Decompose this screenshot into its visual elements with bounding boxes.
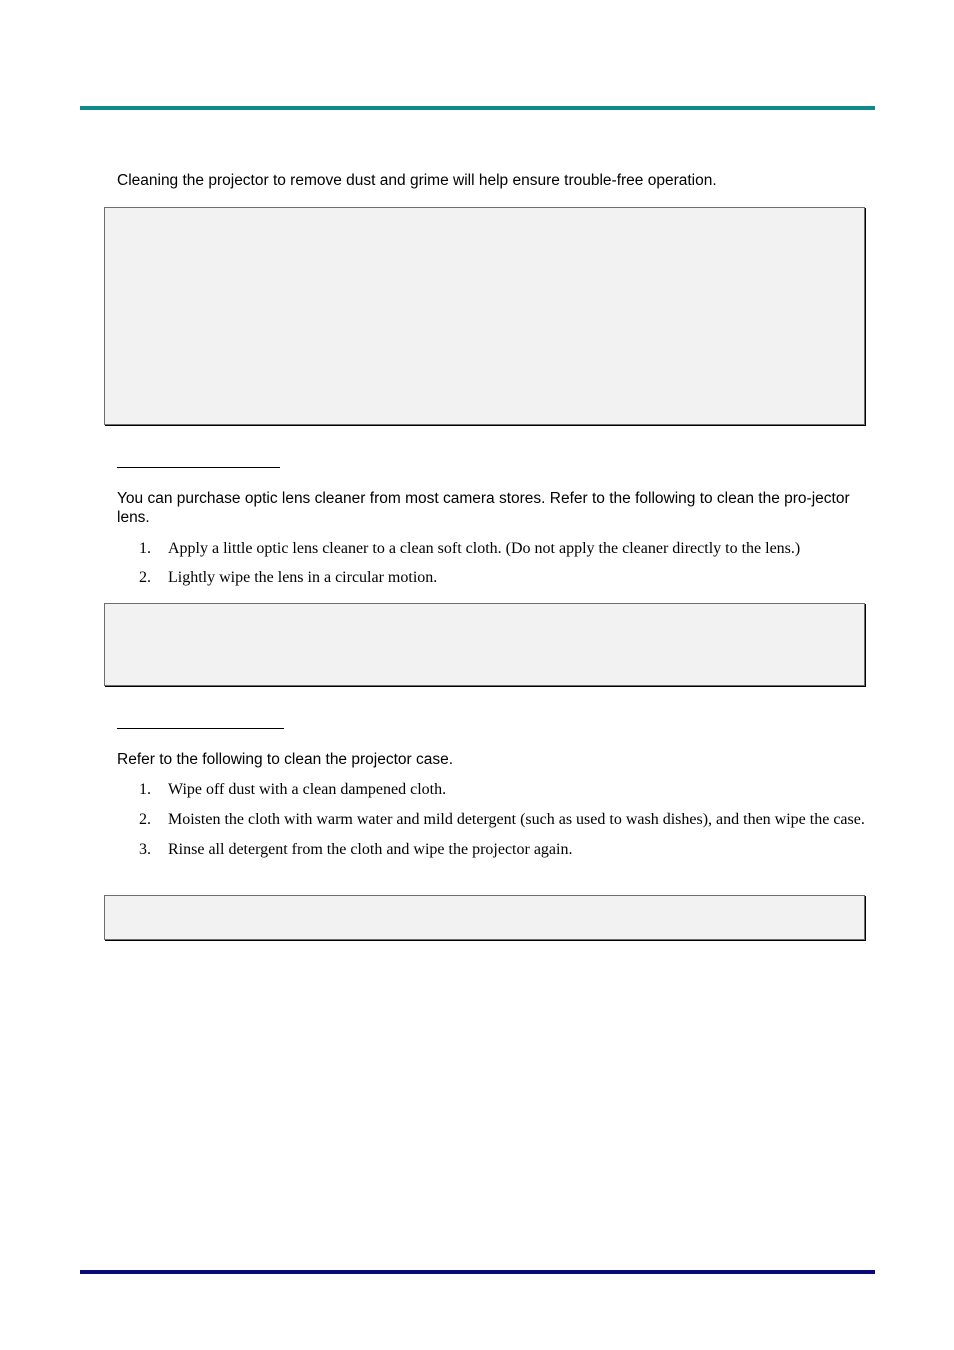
lens-section-heading-underline bbox=[117, 467, 280, 468]
case-intro: Refer to the following to clean the projector case. bbox=[117, 751, 454, 768]
step-text: Rinse all detergent from the cloth and wipe the projector again. bbox=[168, 841, 573, 858]
step-number: 2. bbox=[139, 569, 151, 586]
caution-box-case bbox=[104, 895, 865, 940]
lens-intro-text: You can purchase optic lens cleaner from most camera stores. Refer to the following to clean the pro-jector lens. bbox=[117, 490, 850, 526]
list-item bbox=[117, 780, 875, 800]
list-item bbox=[117, 810, 875, 830]
list-item bbox=[117, 539, 875, 559]
list-item bbox=[117, 568, 875, 588]
cleaning-intro: Cleaning the projector to remove dust and grime will help ensure trouble-free operation. bbox=[117, 172, 717, 189]
step-number: 3. bbox=[139, 841, 151, 858]
case-steps-list bbox=[117, 780, 875, 860]
header-rule bbox=[80, 106, 875, 110]
step-text: Apply a little optic lens cleaner to a clean soft cloth. (Do not apply the cleaner directly to the lens.) bbox=[168, 540, 801, 557]
step-text: Wipe off dust with a clean dampened cloth. bbox=[168, 781, 447, 798]
lens-intro bbox=[117, 489, 875, 527]
step-number: 1. bbox=[139, 781, 151, 798]
step-number: 2. bbox=[139, 811, 151, 828]
step-text: Lightly wipe the lens in a circular motion. bbox=[168, 569, 438, 586]
footer-rule bbox=[80, 1270, 875, 1274]
step-number: 1. bbox=[139, 540, 151, 557]
step-text: Moisten the cloth with warm water and mild detergent (such as used to wash dishes), and then wipe the case. bbox=[168, 811, 865, 828]
case-section-heading-underline bbox=[117, 728, 284, 729]
caution-box-lens bbox=[104, 603, 865, 686]
warning-box-general bbox=[104, 207, 865, 425]
lens-steps-list bbox=[117, 539, 875, 588]
list-item bbox=[117, 840, 875, 860]
